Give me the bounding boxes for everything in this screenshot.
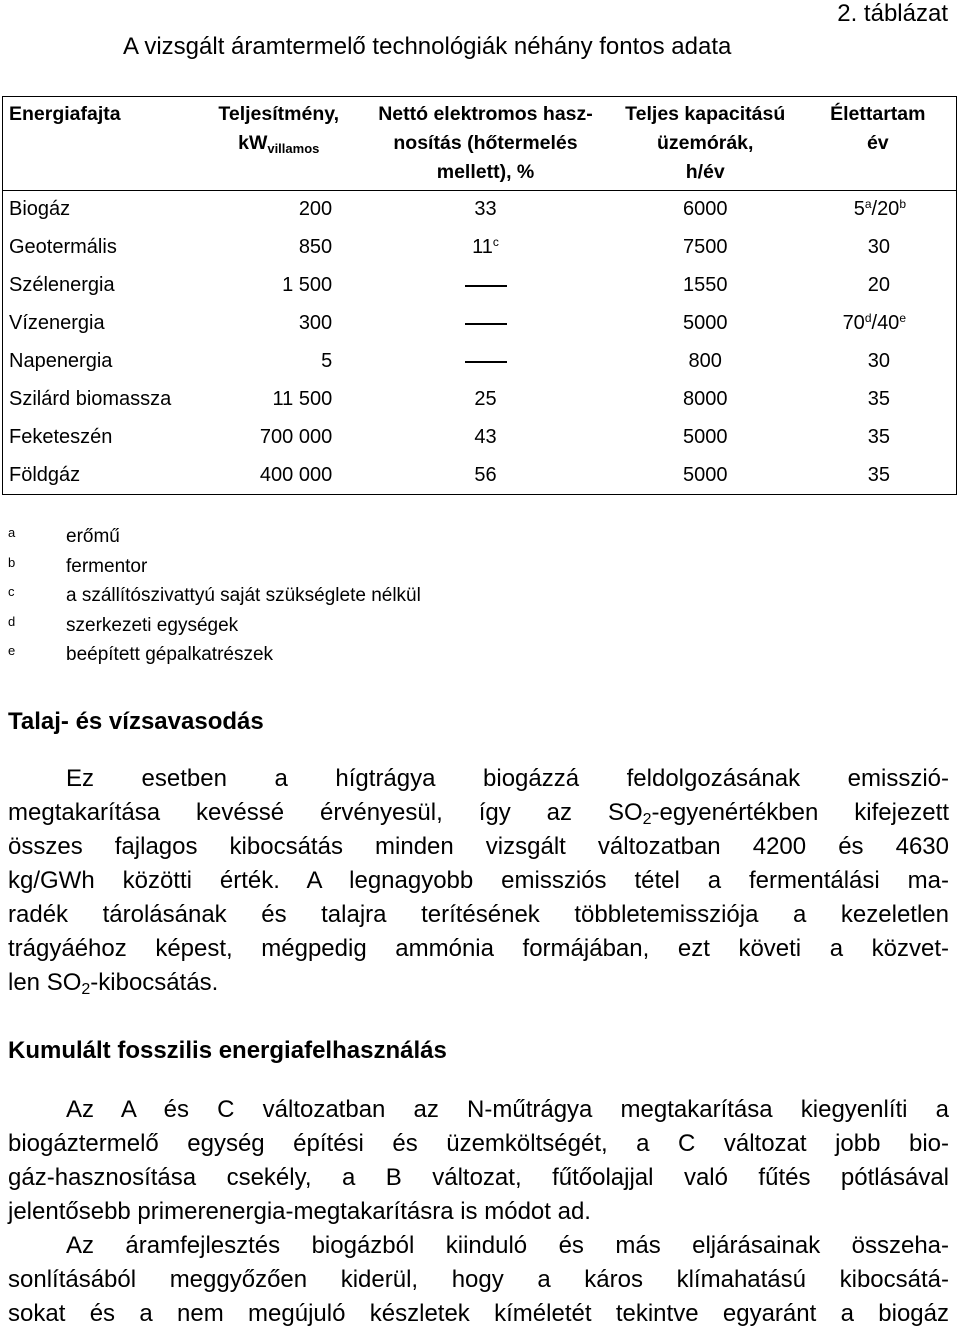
cell-hours [611, 457, 800, 495]
cell-hours [611, 419, 800, 457]
cell-lifetime [800, 305, 957, 343]
efficiency-value: 25 [474, 388, 497, 410]
efficiency-value: 11 [472, 236, 493, 258]
hours-value: 5000 [682, 426, 728, 448]
cell-energy-type [3, 419, 198, 457]
footnote-marker: a [864, 197, 872, 212]
paragraph-line: sonlításából meggyőzően kiderül, hogy a káros klímahatású kibocsátá- [8, 1266, 949, 1293]
lifetime-value: 5 [853, 198, 865, 221]
paragraph-line: Ez esetben a hígtrágya biogázzá feldolgozásának emisszió- [66, 765, 949, 792]
header-lifetime [800, 97, 957, 191]
section-heading-acidification: Talaj- és vízsavasodás [8, 708, 264, 735]
cell-power [197, 457, 360, 495]
cell-lifetime [800, 343, 957, 381]
section-heading-fossil-energy: Kumulált fosszilis energiafelhasználás [8, 1037, 447, 1064]
cell-efficiency [360, 305, 611, 343]
cell-efficiency [360, 229, 611, 267]
paragraph-line: Az áramfejlesztés biogázból kiinduló és más eljárásainak összeha- [66, 1232, 949, 1259]
footnote-marker: d [864, 311, 872, 325]
power-value: 5 [321, 350, 333, 372]
header-hours [611, 97, 800, 191]
cell-hours [611, 343, 800, 381]
header-energy-type [3, 97, 198, 191]
cell-energy-type [3, 381, 198, 419]
footnote-mark: c [8, 584, 15, 599]
lifetime-value: 35 [867, 388, 890, 410]
header-hours-line1: Teljes kapacitású [625, 103, 786, 125]
paragraph-line: gáz-hasznosítása csekély, a B változat, fűtőolajjal való fűtés pótlásával [8, 1164, 949, 1191]
lifetime-value-alt: 20 [877, 198, 900, 221]
header-energy-type-text: Energiafajta [9, 103, 121, 125]
footnote-mark: e [8, 643, 16, 658]
cell-hours [611, 229, 800, 267]
footnote-text: a szállítószivattyú saját szükséglete nélkül [66, 585, 421, 606]
footnote-text: erőmű [66, 526, 120, 547]
hours-value: 6000 [682, 198, 728, 221]
header-hours-line3: h/év [685, 161, 725, 183]
efficiency-value: 43 [474, 426, 497, 448]
power-value: 1 500 [282, 274, 333, 296]
header-hours-line2: üzemórák, [656, 132, 754, 154]
lifetime-value: 70 [842, 312, 865, 334]
energy-type-name: Feketeszén [9, 426, 113, 448]
cell-power [197, 343, 360, 381]
lifetime-separator: / [871, 198, 878, 221]
paragraph-line: radék tárolásának és talajra terítésének többletemissziója a kezeletlen [8, 901, 949, 928]
header-lifetime-line1: Élettartam [830, 103, 926, 125]
hours-value: 1550 [682, 274, 728, 296]
energy-type-name: Napenergia [9, 350, 113, 372]
header-power-subscript: villamos [267, 141, 320, 156]
paragraph-acidification [8, 762, 949, 1000]
power-value: 300 [298, 312, 333, 334]
table-row [3, 267, 957, 305]
energy-type-name: Vízenergia [9, 312, 105, 334]
header-efficiency-line2: nosítás (hőtermelés [393, 132, 578, 154]
cell-energy-type [3, 267, 198, 305]
cell-lifetime [800, 191, 957, 229]
table-row [3, 419, 957, 457]
table-body [3, 191, 957, 495]
table-row [3, 381, 957, 419]
cell-efficiency [360, 381, 611, 419]
cell-lifetime [800, 229, 957, 267]
header-power-line1: Teljesítmény, [218, 103, 340, 125]
table-row [3, 305, 957, 343]
paragraph-line: kg/GWh közötti érték. A legnagyobb emissziós tétel a fermentálási ma- [8, 867, 949, 894]
energy-type-name: Szélenergia [9, 274, 115, 296]
header-efficiency [360, 97, 611, 191]
header-efficiency-line1: Nettó elektromos hasz- [378, 103, 593, 125]
cell-energy-type [3, 229, 198, 267]
cell-power [197, 305, 360, 343]
line-segment: -egyenértékben kifejezett [651, 799, 949, 826]
power-value: 400 000 [259, 463, 333, 486]
line-segment: -kibocsátás. [90, 969, 219, 996]
header-lifetime-line2: év [866, 132, 889, 154]
cell-hours [611, 191, 800, 229]
energy-type-name: Szilárd biomassza [9, 388, 172, 410]
efficiency-value: 33 [474, 198, 497, 221]
lifetime-value: 35 [867, 463, 890, 486]
paragraph-line: trágyáéhoz képest, mégpedig ammónia formájában, ezt követi a közvet- [8, 935, 949, 962]
cell-lifetime [800, 419, 957, 457]
header-efficiency-line3: mellett), % [436, 161, 535, 183]
footnote-marker: e [899, 311, 906, 325]
power-value: 11 500 [272, 388, 333, 410]
cell-energy-type [3, 343, 198, 381]
footnote-marker: c [492, 235, 499, 249]
cell-hours [611, 381, 800, 419]
paragraph-line: összes fajlagos kibocsátás minden vizsgált változatban 4200 és 4630 [8, 833, 949, 860]
power-value: 700 000 [259, 426, 333, 448]
hours-value: 7500 [682, 236, 728, 258]
subscript-two: 2 [642, 811, 652, 828]
cell-efficiency [360, 191, 611, 229]
paragraph-line: jelentősebb primerenergia-megtakarításra is módot ad. [8, 1198, 591, 1225]
table-row [3, 457, 957, 495]
cell-energy-type [3, 191, 198, 229]
cell-lifetime [800, 267, 957, 305]
hours-value: 8000 [682, 388, 728, 410]
footnote-mark: b [8, 554, 16, 570]
footnote-marker: b [899, 197, 906, 212]
paragraph-line: biogáztermelő egység építési és üzemköltségét, a C változat jobb bio- [8, 1130, 949, 1157]
cell-hours [611, 305, 800, 343]
cell-power [197, 229, 360, 267]
table-row [3, 343, 957, 381]
footnote-text: fermentor [66, 555, 148, 577]
table-title: A vizsgált áramtermelő technológiák néhány fontos adata [123, 33, 732, 60]
paragraph-fossil-energy [8, 1093, 949, 1331]
data-table [2, 96, 957, 495]
cell-efficiency [360, 419, 611, 457]
energy-type-name: Földgáz [9, 463, 81, 486]
energy-type-name: Biogáz [9, 198, 71, 221]
cell-lifetime [800, 381, 957, 419]
table-header-row [3, 97, 957, 191]
subscript-two: 2 [81, 981, 91, 998]
power-value: 200 [298, 198, 333, 221]
header-power [197, 97, 360, 191]
hours-value: 5000 [682, 463, 728, 486]
cell-power [197, 191, 360, 229]
energy-type-name: Geotermális [9, 236, 117, 258]
cell-efficiency [360, 457, 611, 495]
lifetime-separator: / [871, 312, 878, 334]
paragraph-line [8, 966, 949, 1000]
table-number-label: 2. táblázat [837, 0, 948, 27]
lifetime-value: 30 [867, 350, 890, 372]
paragraph-line: sokat és a nem megújuló készletek kíméletét tekintve egyaránt a biogáz [8, 1300, 949, 1327]
cell-lifetime [800, 457, 957, 495]
footnote-mark: d [8, 613, 16, 629]
efficiency-value: 56 [474, 463, 497, 486]
cell-energy-type [3, 305, 198, 343]
cell-power [197, 419, 360, 457]
header-power-unit: kW [238, 132, 268, 154]
cell-power [197, 267, 360, 305]
power-value: 850 [298, 236, 333, 258]
cell-hours [611, 267, 800, 305]
lifetime-value-alt: 40 [877, 312, 900, 334]
line-segment: megtakarítása kevéssé érvényesül, így az SO [8, 799, 643, 826]
hours-value: 800 [688, 350, 722, 372]
dash-mark [465, 323, 507, 325]
footnote-text: szerkezeti egységek [66, 614, 239, 636]
footnote-mark: a [8, 525, 16, 540]
lifetime-value: 30 [867, 236, 890, 258]
table-row [3, 229, 957, 267]
paragraph-line [8, 796, 949, 830]
lifetime-value: 20 [867, 274, 890, 296]
dash-mark [465, 361, 507, 363]
cell-power [197, 381, 360, 419]
cell-efficiency [360, 267, 611, 305]
cell-efficiency [360, 343, 611, 381]
hours-value: 5000 [682, 312, 728, 334]
table-row [3, 191, 957, 229]
footnote-text: beépített gépalkatrészek [66, 644, 274, 665]
line-segment: len SO [8, 969, 82, 996]
cell-energy-type [3, 457, 198, 495]
dash-mark [465, 285, 507, 287]
paragraph-line: Az A és C változatban az N-műtrágya megtakarítása kiegyenlíti a [66, 1096, 949, 1123]
lifetime-value: 35 [867, 426, 890, 448]
